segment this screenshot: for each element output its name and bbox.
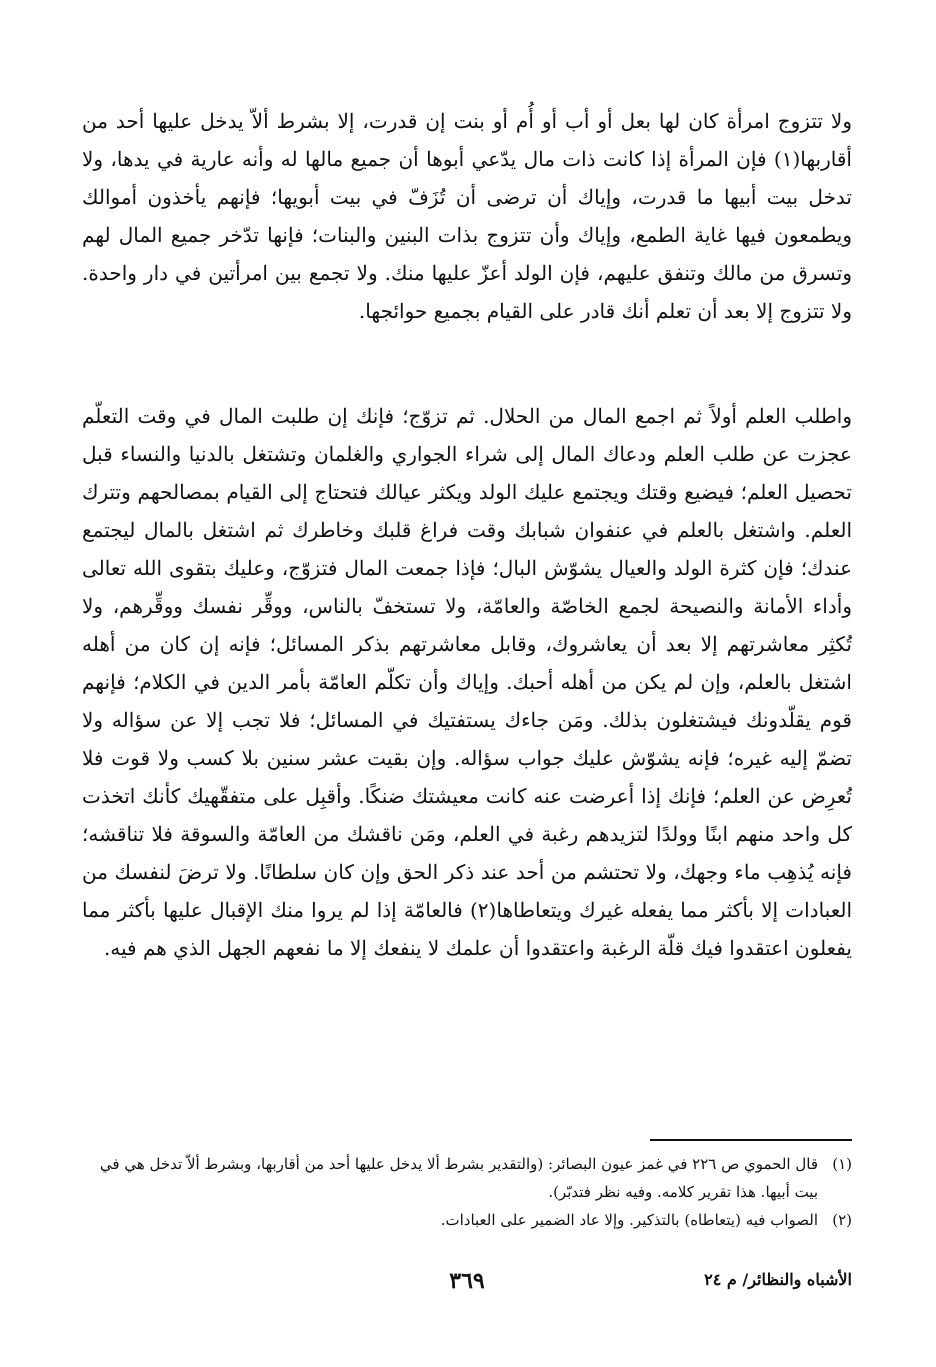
paragraph-1 [82, 82, 852, 350]
footnote-2-text: الصواب فيه (يتعاطاه) بالتذكير. وإلا عاد الضمير على العبادات. [440, 1211, 818, 1229]
footnote-2 [82, 1206, 852, 1234]
paragraph-2 [82, 377, 852, 987]
paragraph-1-text: ولا تتزوج امرأة كان لها بعل أو أب أو أُم أو بنت إن قدرت، إلا بشرط ألاّ يدخل عليها أحد من أقاربها(١) فإن المرأة إذا كانت ذات مال يدّعي أبوها أن جميع مالها له وأنه عارية في يدها، ولا تدخل بيت أبيها ما قدرت، وإياك أن ترضى أن تُزَفّ في بيت أبويها؛ فإنهم يأخذون أموالك ويطمعون فيها غاية الطمع، وإياك وأن تتزوج بذات البنين والبنات؛ فإنها تدّخر جميع المال لهم وتسرق من مالك وتنفق عليهم، فإن الولد أعزّ عليها منك. ولا تجمع بين امرأتين في دار واحدة. ولا تتزوج إلا بعد أن تعلم أنك قادر على القيام بجميع حوائجها. [82, 109, 852, 323]
footnote-2-number: (٢) [832, 1211, 852, 1229]
footnotes [82, 1150, 852, 1234]
page-number: ٣٦٩ [449, 1268, 485, 1294]
footnote-1-number: (١) [832, 1155, 852, 1173]
footnote-1 [82, 1150, 852, 1206]
footnote-divider [650, 1139, 852, 1141]
page-footer [82, 1268, 852, 1304]
book-reference: الأشباه والنظائر/ م ٢٤ [704, 1270, 852, 1289]
paragraph-2-text: واطلب العلم أولاً ثم اجمع المال من الحلال. ثم تزوّج؛ فإنك إن طلبت المال في وقت التعلّم عجزت عن طلب العلم ودعاك المال إلى شراء الجواري والغلمان وتشتغل بالدنيا والنساء قبل تحصيل العلم؛ فيضيع وقتك ويجتمع عليك الولد ويكثر عيالك فتحتاج إلى القيام بمصالحهم وتترك العلم. واشتغل بالعلم في عنفوان شبابك وقت فراغ قلبك وخاطرك ثم اشتغل بالمال ليجتمع عندك؛ فإن كثرة الولد والعيال يشوّش البال؛ فإذا جمعت المال فتزوّج، وعليك بتقوى الله تعالى وأداء الأمانة والنصيحة لجمع الخاصّة والعامّة، ولا تستخفّ بالناس، ووقِّر نفسك ووقِّرهم، ولا تُكثِر معاشرتهم إلا بعد أن يعاشروك، وقابل معاشرتهم بذكر المسائل؛ فإنه إن كان من أهله اشتغل بالعلم، وإن لم يكن من أهله أحبك. وإياك وأن تكلّم العامّة بأمر الدين في الكلام؛ فإنهم قوم يقلّدونك فيشتغلون بذلك. ومَن جاءك يستفتيك في المسائل؛ فلا تجب إلا عن سؤاله ولا تضمّ إليه غيره؛ فإنه يشوّش عليك جواب سؤاله. وإن بقيت عشر سنين بلا كسب ولا قوت فلا تُعرِض عن العلم؛ فإنك إذا أعرضت عنه كانت معيشتك ضنكًا. وأقبِل على متفقّهيك كأنك اتخذت كل واحد منهم ابنًا وولدًا لتزيدهم رغبة في العلم، ومَن ناقشك من العامّة والسوقة فلا تناقشه؛ فإنه يُذهِب ماء وجهك، ولا تحتشم من أحد عند ذكر الحق وإن كان سلطانًا. ولا ترضَ لنفسك من العبادات إلا بأكثر مما يفعله غيرك ويتعاطاها(٢) فالعامّة إذا لم يروا منك الإقبال عليها بأكثر مما يفعلون اعتقدوا فيك قلّة الرغبة واعتقدوا أن علمك لا ينفعك إلا ما نفعهم الجهل الذي هم فيه. [82, 404, 853, 960]
footnote-1-text: قال الحموي ص ٢٢٦ في غمز عيون البصائر: (والتقدير بشرط ألا يدخل عليها أحد من أقاربها، وبشرط ألاّ تدخل هي في بيت أبيها. هذا تقرير كلامه. وفيه نظر فتدبّر). [99, 1155, 818, 1201]
